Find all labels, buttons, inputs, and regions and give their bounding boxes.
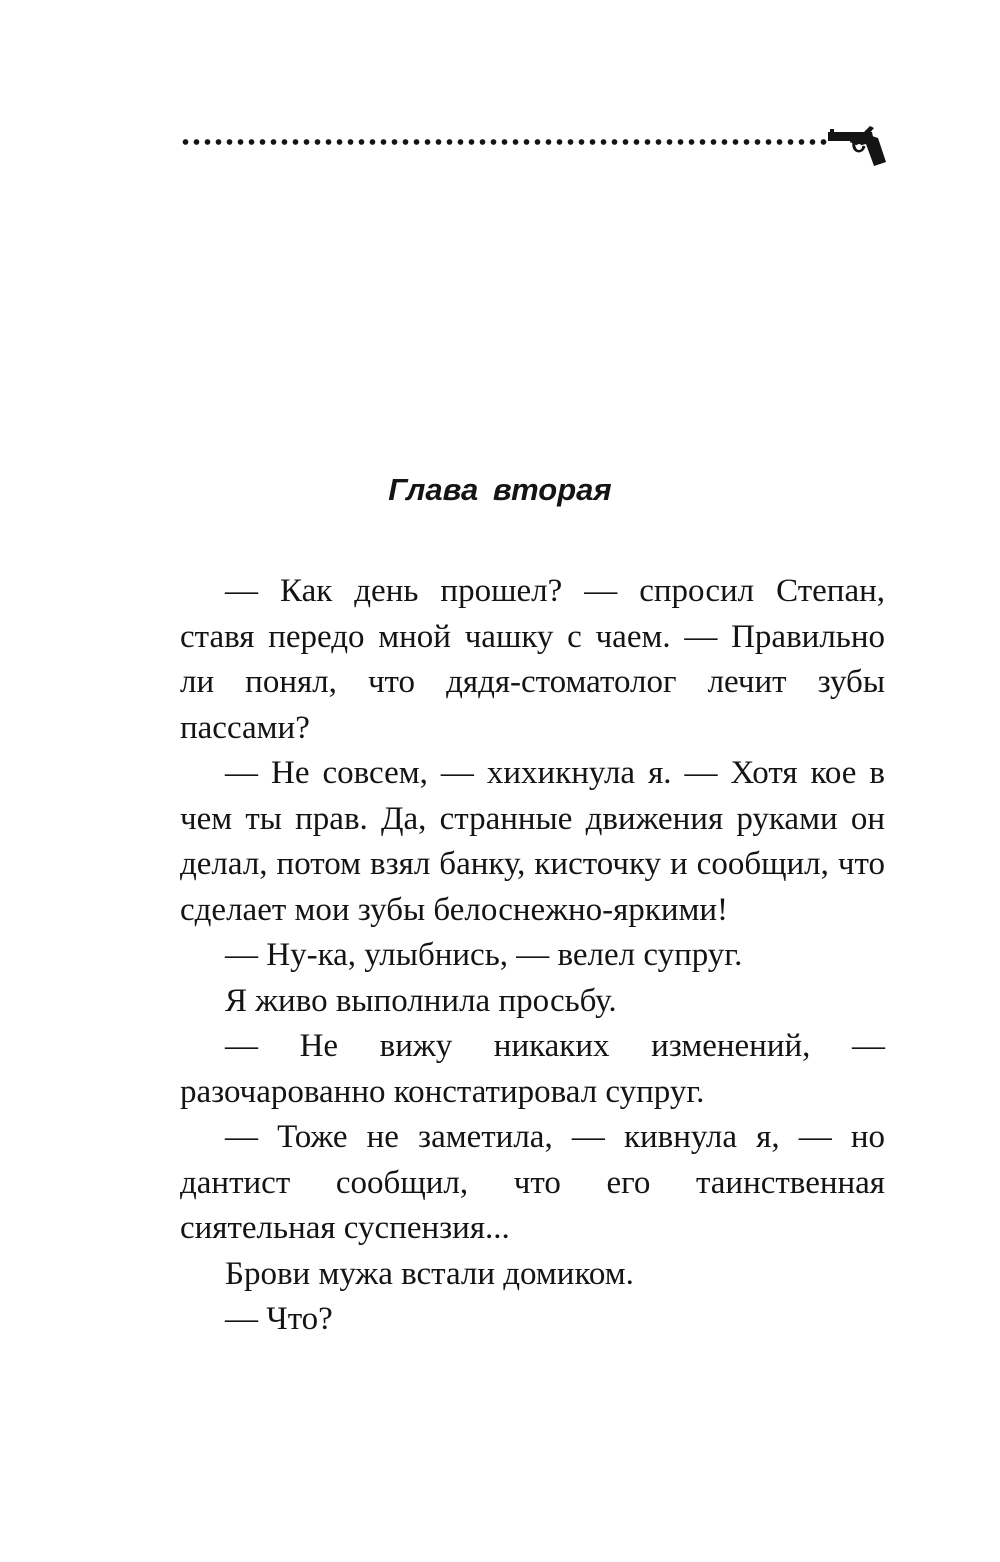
body-text (180, 569, 885, 1343)
paragraph: — Не вижу никаких изменений, — разочарованно констатировал супруг. (180, 1028, 885, 1110)
paragraph: — Как день прошел? — спросил Степан, ставя передо мной чашку с чаем. — Правильно ли понял, что дядя-стоматолог лечит зубы пассами? (180, 573, 885, 746)
paragraph: — Что? (225, 1301, 333, 1337)
paragraph: Я живо выполнила просьбу. (225, 982, 617, 1019)
revolver-icon (828, 124, 886, 168)
chapter-header-ornament (180, 124, 886, 168)
paragraph: — Не совсем, — хихикнула я. — Хотя кое в чем ты прав. Да, странные движения руками он делал, потом взял банку, кисточку и сообщил, что сделает мои зубы белоснежно-яркими! (180, 755, 885, 928)
dotted-rule (180, 139, 830, 145)
paragraph: — Тоже не заметила, — кивнула я, — но дантист сообщил, что его таинственная сиятельная суспензия... (180, 1119, 885, 1246)
chapter-title: Глава вторая (388, 472, 612, 507)
paragraph: — Ну-ка, улыбнись, — велел супруг. (225, 937, 743, 973)
paragraph: Брови мужа встали домиком. (225, 1255, 634, 1292)
